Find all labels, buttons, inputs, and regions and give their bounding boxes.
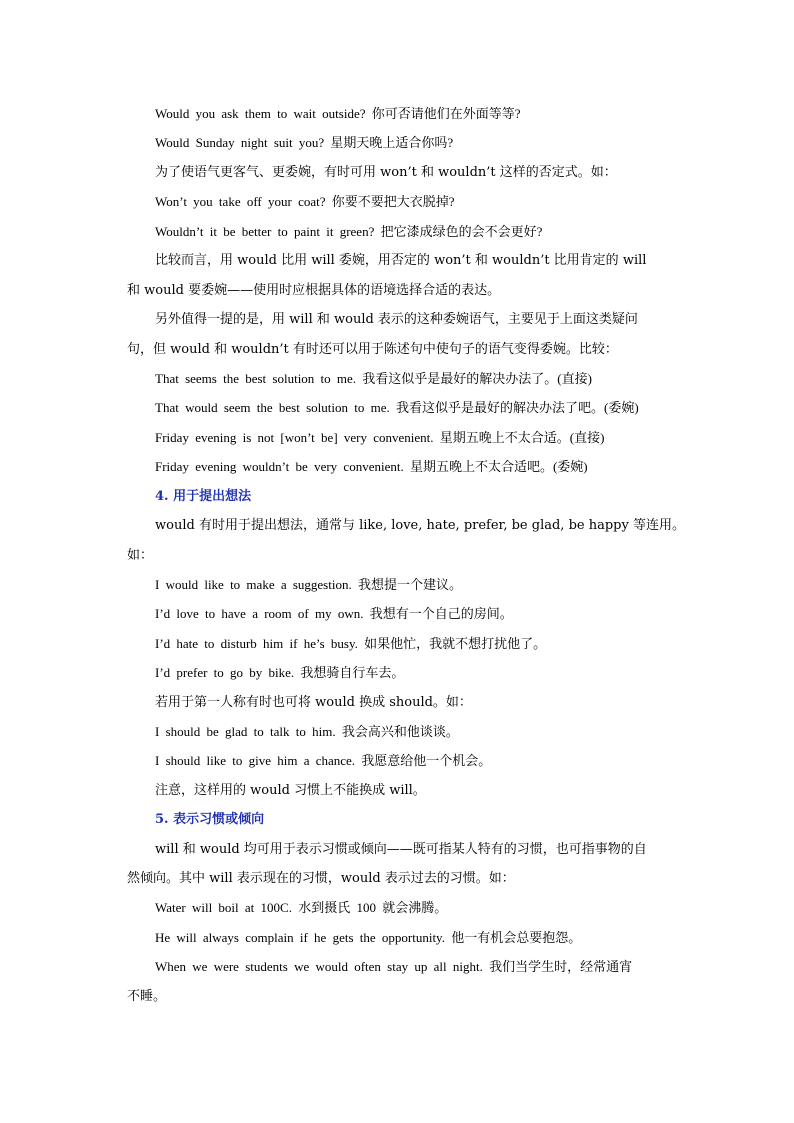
- paragraph-text: 注意，这样用的 would 习惯上不能换成 will。: [155, 783, 426, 798]
- paragraph-text: 不睡。: [127, 989, 167, 1004]
- paragraph-text: 另外值得一提的是，用 will 和 would 表示的这种委婉语气，主要见于上面这类疑问: [155, 312, 638, 327]
- example-sentence: I’d hate to disturb him if he’s busy. 如果他忙，我就不想打扰他了。: [155, 636, 547, 651]
- paragraph-text: would 有时用于提出想法，通常与 like, love, hate, prefer, be glad, be happy 等连用。: [155, 518, 685, 533]
- paragraph-text: 句，但 would 和 wouldn’t 有时还可以用于陈述句中使句子的语气变得委婉。比较：: [127, 342, 618, 357]
- example-sentence: Friday evening is not [won’t be] very convenient. 星期五晚上不太合适。(直接): [155, 430, 605, 445]
- section-heading: 5. 表示习惯或倾向: [155, 812, 265, 827]
- example-sentence: Would you ask them to wait outside? 你可否请他们在外面等等?: [155, 106, 521, 121]
- example-sentence: He will always complain if he gets the opportunity. 他一有机会总要抱怨。: [155, 930, 582, 945]
- example-sentence: I should like to give him a chance. 我愿意给他一个机会。: [155, 753, 492, 768]
- example-sentence: I’d prefer to go by bike. 我想骑自行车去。: [155, 665, 405, 680]
- example-sentence: Would Sunday night suit you? 星期天晚上适合你吗?: [155, 135, 454, 150]
- paragraph-text: will 和 would 均可用于表示习惯或倾向——既可指某人特有的习惯，也可指事物的自: [155, 842, 647, 857]
- paragraph-text: 为了使语气更客气、更委婉，有时可用 won’t 和 wouldn’t 这样的否定式。如：: [155, 165, 617, 180]
- paragraph-text: 若用于第一人称有时也可将 would 换成 should。如：: [155, 695, 472, 710]
- paragraph-text: 和 would 要委婉——使用时应根据具体的语境选择合适的表达。: [127, 283, 501, 298]
- example-sentence: I would like to make a suggestion. 我想提一个建议。: [155, 577, 462, 592]
- section-heading: 4. 用于提出想法: [155, 489, 252, 504]
- example-sentence: I’d love to have a room of my own. 我想有一个自己的房间。: [155, 606, 513, 621]
- example-sentence: Friday evening wouldn’t be very convenient. 星期五晚上不太合适吧。(委婉): [155, 459, 588, 474]
- example-sentence: When we were students we would often stay up all night. 我们当学生时，经常通宵: [155, 959, 633, 974]
- example-sentence: Wouldn’t it be better to paint it green? 把它漆成绿色的会不会更好?: [155, 224, 543, 239]
- paragraph-text: 然倾向。其中 will 表示现在的习惯，would 表示过去的习惯。如：: [127, 871, 515, 886]
- paragraph-text: 比较而言，用 would 比用 will 委婉，用否定的 won’t 和 wouldn’t 比用肯定的 will: [155, 253, 647, 268]
- example-sentence: That seems the best solution to me. 我看这似乎是最好的解决办法了。(直接): [155, 371, 592, 386]
- example-sentence: Water will boil at 100C. 水到摄氏 100 就会沸腾。: [155, 900, 448, 915]
- paragraph-text: 如：: [127, 548, 154, 563]
- example-sentence: Won’t you take off your coat? 你要不要把大衣脱掉?: [155, 194, 455, 209]
- example-sentence: That would seem the best solution to me. 我看这似乎是最好的解决办法了吧。(委婉): [155, 400, 639, 415]
- example-sentence: I should be glad to talk to him. 我会高兴和他谈谈。: [155, 724, 459, 739]
